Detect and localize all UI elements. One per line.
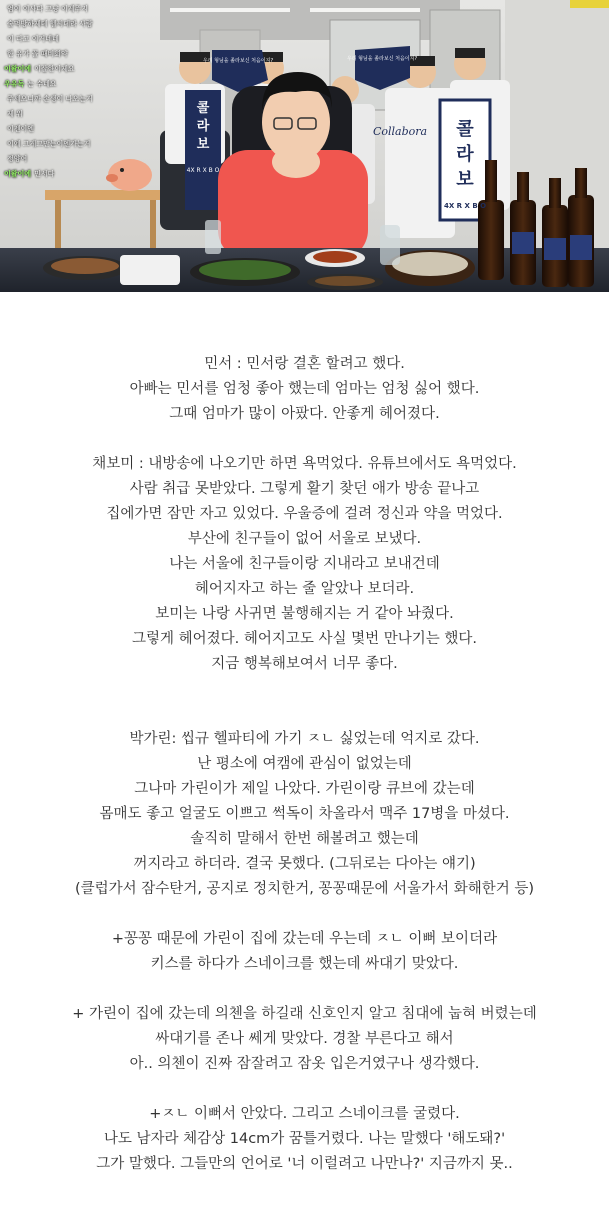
chat-line: 이에 그게그만는이엔가는거 [7,140,91,148]
paragraph-minseo [0,352,609,427]
stream-screenshot [0,0,609,292]
text-line: 부산에 친구들이 없어 서울로 보냈다. [187,531,422,547]
chat-line: 이왈이에 이잘한이제요 [4,65,75,73]
paragraph-chaebomi [0,452,609,677]
paragraph-addendum-2 [0,1002,609,1077]
text-line: 집에가면 잠만 자고 있었다. 우울증에 걸려 정신과 약을 먹었다. [106,506,503,522]
text-line: (클럽가서 잠수탄거, 공지로 정치한거, 꽁꽁때문에 서울가서 화해한거 등) [75,881,534,897]
article-body [0,352,609,1177]
text-line: 키스를 하다가 스네이크를 했는데 싸대기 맞았다. [150,956,459,972]
chat-line: 이왈이에 민서다 [4,170,55,178]
sign-left-sub: 4X R X B O [186,167,220,174]
text-line: 그가 말했다. 그들만의 언어로 '너 이럴려고 나만나?' 지금까지 못.. [96,1156,513,1172]
text-line: 박가린: 씹규 헬파티에 가기 ㅈㄴ 싫었는데 억지로 갔다. [129,731,480,747]
chat-line: 주세오니까 손생이 나오는거 [7,95,93,103]
text-line: 꺼지라고 하더라. 결국 못했다. (그뒤로는 다아는 얘기) [133,856,476,872]
text-line: 그렇게 헤어졌다. 헤어지고도 사실 몇번 만나기는 했다. [131,631,478,647]
bubble-right-text: 우리 형님을 졸라보신 처음이지? [346,56,418,62]
sign-right-sub: 4X R X B O [443,202,487,210]
text-line: 그때 엄마가 많이 아팠다. 안좋게 헤어졌다. [169,406,440,422]
text-line: 나는 서울에 친구들이랑 지내라고 보내건데 [169,556,440,572]
text-line: 지금 행복해보여서 너무 좋다. [211,656,398,672]
text-line: 사람 취급 못받았다. 그렇게 활기 찾던 애가 방송 끝나고 [129,481,480,497]
chat-line: 제 워 [7,110,23,118]
text-line: 솔직히 말해서 한번 해볼려고 했는데 [190,831,419,847]
bubble-left-text: 우리 형님을 졸라보신 처음이지? [202,58,274,64]
chat-line: 이 다고 이거네네 [7,35,59,43]
chat-line: 술먹방하제데 헬씨데라 사람 [7,20,93,28]
svg-text:라: 라 [456,144,474,165]
paragraph-bakgarin [0,727,609,902]
text-line: 그나마 가린이가 제일 나았다. 가린이랑 큐브에 갔는데 [134,781,475,797]
paragraph-addendum-1 [0,927,609,977]
text-line: 몸매도 좋고 얼굴도 이쁘고 썩독이 차올라서 맥주 17병을 마셨다. [99,806,510,822]
text-line: +꽁꽁 때문에 가린이 집에 갔는데 우는데 ㅈㄴ 이뻐 보이더라 [111,931,498,947]
svg-text:보: 보 [456,169,474,190]
text-line: 아.. 의첸이 진짜 잠잘려고 잠옷 입은거였구나 생각했다. [129,1056,480,1072]
photo-text-layer [0,0,609,292]
text-line: 싸대기를 존나 쎄게 맞았다. 경찰 부른다고 해서 [155,1031,454,1047]
text-line: 나도 남자라 체감상 14cm가 꿈틀거렸다. 나는 말했다 '해도돼?' [103,1131,506,1147]
svg-text:라: 라 [196,119,210,134]
text-line: 난 평소에 여캠에 관심이 없었는데 [197,756,412,772]
text-line: 채보미 : 내방송에 나오기만 하면 욕먹었다. 유튜브에서도 욕먹었다. [92,456,517,472]
chat-line: 이젠이엔 [7,125,35,133]
text-line: +ㅈㄴ 이뻐서 안았다. 그리고 스네이크를 굴렸다. [149,1106,460,1122]
text-line: 헤어지자고 하는 줄 알았나 보더라. [194,581,415,597]
chat-line: 정양여 [7,155,28,163]
paragraph-addendum-3 [0,1102,609,1177]
text-line: 아빠는 민서를 엄청 좋아 했는데 엄마는 엄청 싫어 했다. [129,381,480,397]
text-line: 민서 : 민서랑 결혼 할려고 했다. [204,356,405,372]
chat-line: 한 유가 꼴 때비회약 [7,50,68,58]
text-line: 보미는 나랑 사귀면 불행해지는 거 같아 놔줬다. [155,606,454,622]
chat-line: 엄이 이사다 그냥 이게주지 [7,5,89,13]
collab-script: Collabora [372,125,428,138]
svg-text:콜: 콜 [196,101,210,116]
chat-line: 우유독 는 수네요 [4,80,57,88]
svg-text:콜: 콜 [456,119,474,140]
text-line: + 가린이 집에 갔는데 의첸을 하길래 신호인지 알고 침대에 눕혀 버렸는데 [72,1006,537,1022]
svg-text:보: 보 [196,137,210,152]
